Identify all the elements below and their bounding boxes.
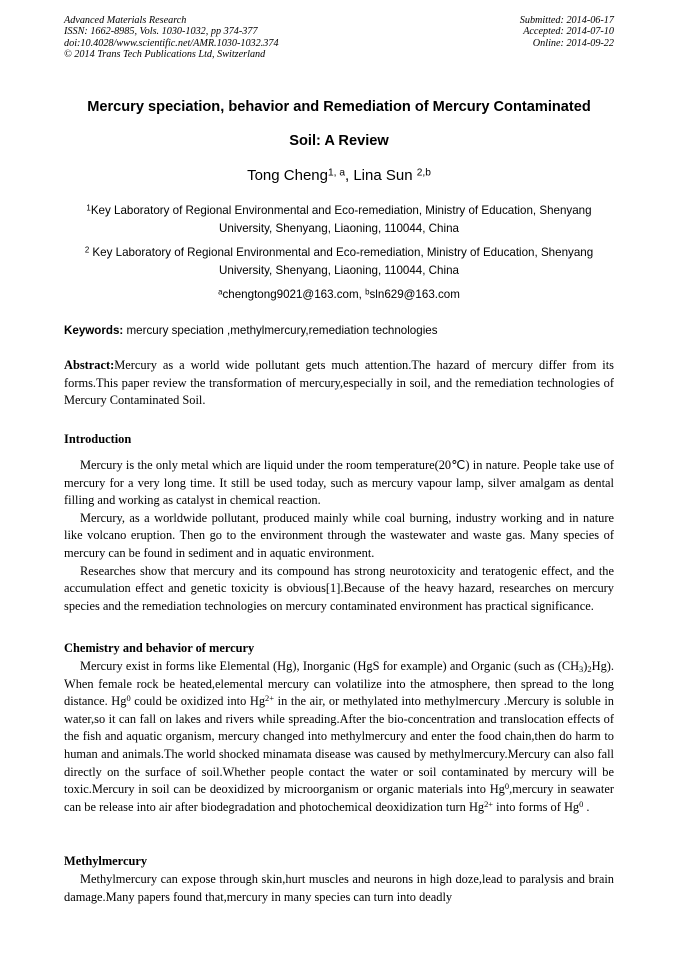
chem-sup-1: 0	[126, 693, 131, 704]
submission-dates	[520, 15, 614, 49]
author-1-affil: 1, a	[328, 167, 345, 179]
keywords-text: mercury speciation ,methylmercury,remediation technologies	[123, 324, 438, 337]
affiliation-1	[64, 202, 614, 237]
author-2-affil: 2,b	[416, 167, 431, 179]
chem-text-8: .	[583, 799, 590, 814]
accepted-date: Accepted: 2014-07-10	[523, 26, 614, 38]
submitted-date: Submitted: 2014-06-17	[519, 15, 614, 26]
author-list	[40, 166, 638, 186]
chem-sup-3: 0	[504, 781, 510, 792]
paper-title	[40, 90, 638, 158]
intro-paragraph-1: Mercury is the only metal which are liquid under the room temperature(20℃) in nature. People take use of mercury for a very long time. It still be used today, such as mercury vapour lamp, silver amalgam as dental filling and working as catalyst in chemical reaction.	[64, 458, 614, 508]
chem-sub-2: 2	[587, 664, 592, 675]
chemistry-heading: Chemistry and behavior of mercury	[64, 641, 255, 655]
chem-text-5: in the air, or methylated into methylmercury .Mercury is soluble in water,so it can fall on lakes and rivers while spreading.After the bio-concentration and translocation effects of the fish and aquatic organism, mercury changed into methylmercury and enter the food chain,then do harm to human and animals.The world shocked minamata disease was caused by methylmercury.Mercury can also fall directly on the surface of soil.Whether people contact the water or soil contaminated by mercury will be toxic.Mercury in soil can be deoxidized by microorganism or organic materials into Hg	[64, 694, 614, 797]
affiliation-2-text: Key Laboratory of Regional Environmental and Eco-remediation, Ministry of Education, Shenyang University, Shenyang, Liaoning, 110044, China	[89, 246, 594, 277]
intro-paragraph-3: Researches show that mercury and its compound has strong neurotoxicity and teratogenic effect, and the accumulation effect and genetic toxicity is obvious[1].Because of the heavy hazard, researches on mercury species and the remediation technologies on mercury contaminated environment has practical significance.	[64, 563, 614, 613]
journal-info	[64, 15, 279, 61]
author-emails	[40, 286, 638, 303]
methylmercury-paragraph: Methylmercury can expose through skin,hurt muscles and neurons in high doze,lead to paralysis and brain damage.Many papers found that,mercury in many species can turn into deadly	[64, 872, 614, 904]
chem-sup-5: 0	[579, 798, 584, 809]
affiliation-1-mark: 1	[86, 203, 91, 213]
abstract-label: Abstract:	[64, 358, 115, 372]
email-b-mark: b	[365, 287, 370, 297]
intro-paragraph-2: Mercury, as a worldwide pollutant, produced mainly while coal burning, industry working and in nature like volcano eruption. Then go to the environment through the wastewater and waste gas. Many species of mercury can be found in sediment and in aquatic environment.	[64, 510, 614, 560]
journal-copyright: © 2014 Trans Tech Publications Ltd, Switzerland	[64, 49, 266, 61]
affiliation-2	[64, 244, 614, 279]
methylmercury-heading: Methylmercury	[64, 854, 148, 868]
author-1: Tong Cheng	[247, 167, 328, 184]
chem-text-4: could be oxidized into Hg	[130, 694, 266, 709]
email-a-mark: a	[218, 287, 223, 297]
chem-text-3: Hg). When female rock be heated,elemental mercury can volatilize into the atmosphere, then spread to the long distance. Hg	[64, 659, 614, 709]
journal-issn: ISSN: 1662-8985, Vols. 1030-1032, pp 374-377	[64, 26, 258, 38]
online-date: Online: 2014-09-22	[532, 37, 614, 49]
methylmercury-body	[64, 871, 614, 906]
chem-text-1: Mercury exist in forms like Elemental (Hg), Inorganic (HgS for example) and Organic (such as (CH	[80, 659, 580, 673]
chemistry-paragraph	[64, 658, 614, 816]
chem-text-2: )	[583, 659, 588, 673]
email-b[interactable]: sln629@163.com	[369, 288, 460, 301]
email-a[interactable]: chengtong9021@163.com,	[222, 288, 366, 301]
keywords-label: Keywords:	[64, 324, 124, 337]
abstract	[64, 357, 614, 410]
journal-name: Advanced Materials Research	[64, 15, 187, 26]
introduction-heading: Introduction	[64, 432, 132, 446]
chem-text-7: into forms of Hg	[493, 799, 580, 814]
author-2: Lina Sun	[353, 167, 417, 184]
chemistry-body	[64, 658, 614, 816]
journal-doi: doi:10.4028/www.scientific.net/AMR.1030-1032.374	[64, 37, 279, 49]
affiliation-2-mark: 2	[84, 245, 90, 255]
author-separator: ,	[345, 167, 354, 184]
chem-sup-2: 2+	[265, 693, 275, 704]
title-line-1: Mercury speciation, behavior and Remediation of Mercury Contaminated	[87, 99, 591, 115]
chem-sup-4: 2+	[484, 798, 494, 809]
chem-sub-1: 3	[579, 664, 584, 675]
keywords	[64, 322, 614, 339]
abstract-text: Mercury as a world wide pollutant gets much attention.The hazard of mercury differ from its forms.This paper review the transformation of mercury,especially in soil, and the remediation technologies of Mercury Contaminated Soil.	[64, 358, 614, 408]
introduction-body	[64, 457, 614, 615]
affiliation-1-text: Key Laboratory of Regional Environmental and Eco-remediation, Ministry of Education, Shenyang University, Shenyang, Liaoning, 110044, China	[90, 204, 592, 235]
chem-text-6: ,mercury in seawater can be release into air after biodegradation and photochemical deoxidization turn Hg	[64, 782, 614, 814]
title-line-2: Soil: A Review	[289, 133, 389, 149]
